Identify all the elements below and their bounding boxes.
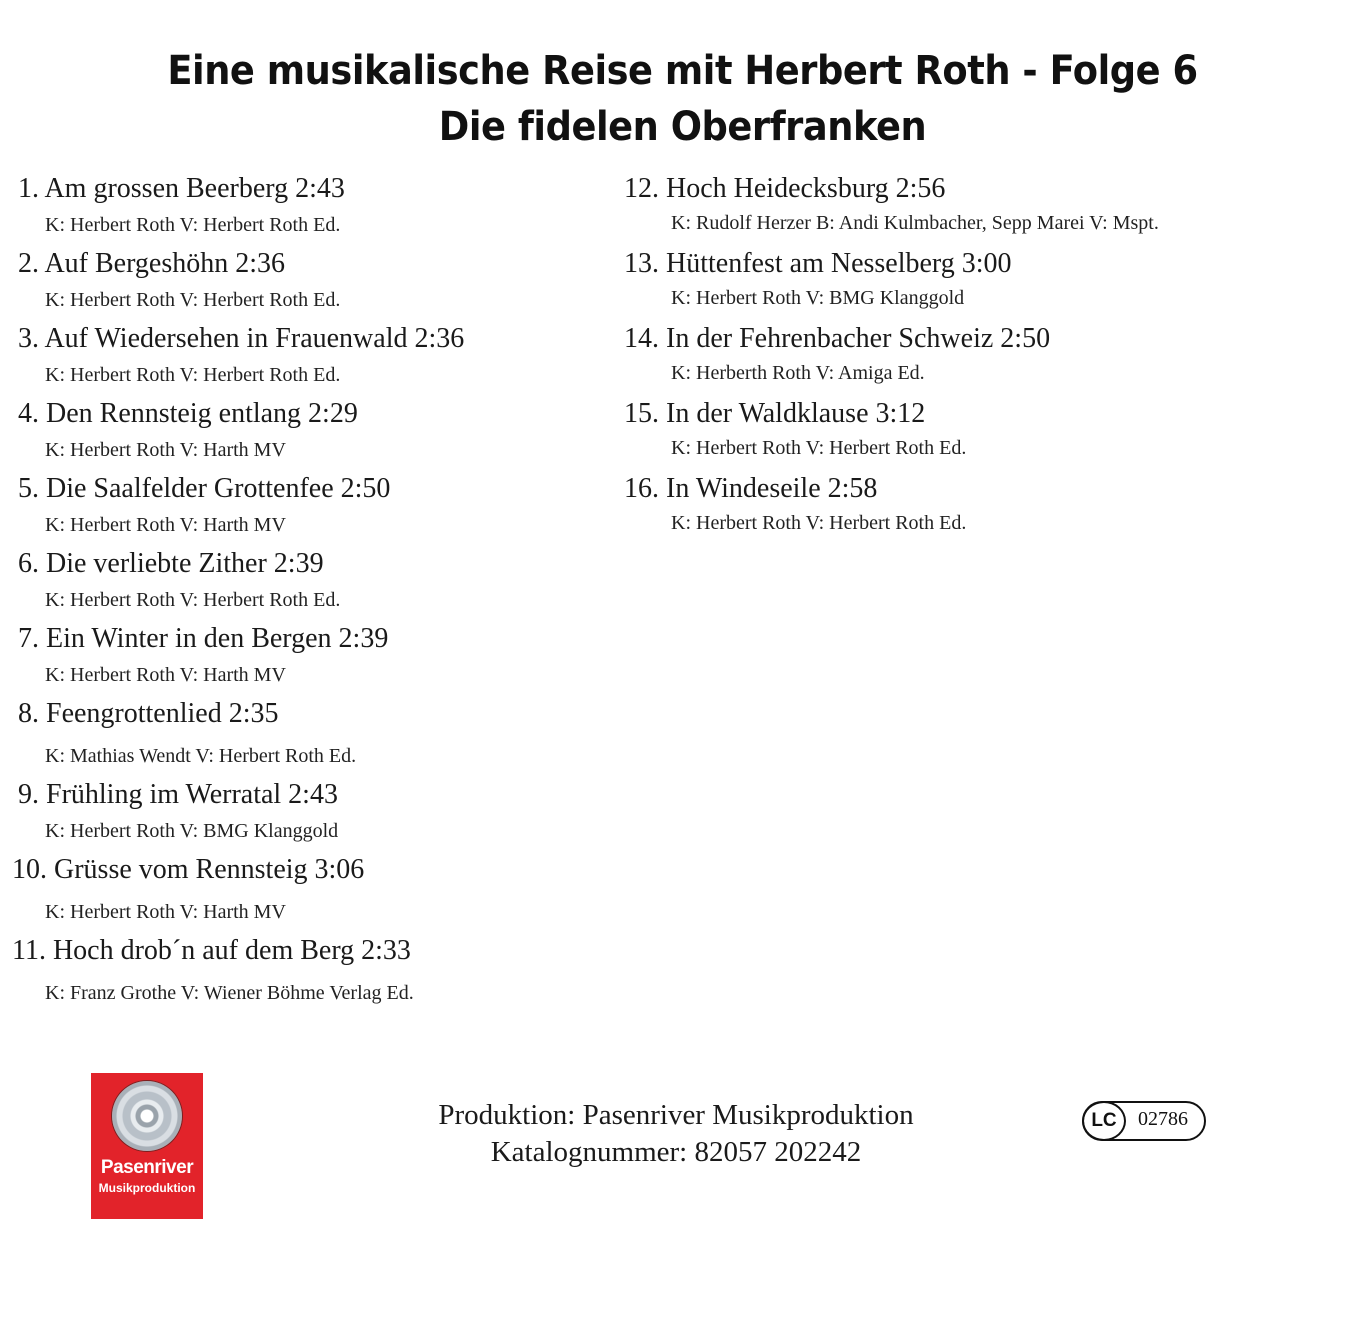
track-title: 3. Auf Wiedersehen in Frauenwald 2:36 [18, 323, 465, 354]
track-title: 5. Die Saalfelder Grottenfee 2:50 [18, 473, 391, 504]
track-credit: K: Herbert Roth V: Harth MV [45, 664, 286, 686]
track-title: 15. In der Waldklause 3:12 [624, 398, 926, 429]
track-credit: K: Herberth Roth V: Amiga Ed. [671, 362, 925, 384]
track-title: 7. Ein Winter in den Bergen 2:39 [18, 623, 389, 654]
logo-name: Pasenriver [100, 1157, 194, 1178]
track-item [0, 622, 620, 688]
track-credit: K: Herbert Roth V: Harth MV [45, 439, 286, 461]
label-code: 02786 [1138, 1108, 1188, 1130]
tracklist-right [622, 172, 1342, 547]
lc-icon: LC [1082, 1101, 1126, 1141]
track-item [622, 172, 1342, 236]
track-item [0, 853, 620, 925]
track-item [622, 247, 1342, 311]
catalog-number: Katalognummer: 82057 202242 [490, 1136, 862, 1168]
track-credit: K: Herbert Roth V: Herbert Roth Ed. [45, 364, 341, 386]
track-title: 11. Hoch drob´n auf dem Berg 2:33 [12, 935, 411, 966]
track-title: 12. Hoch Heidecksburg 2:56 [624, 173, 946, 204]
track-credit: K: Herbert Roth V: BMG Klanggold [45, 820, 339, 842]
track-credit: K: Mathias Wendt V: Herbert Roth Ed. [45, 745, 357, 767]
track-credit: K: Herbert Roth V: Herbert Roth Ed. [45, 589, 341, 611]
track-credit: K: Herbert Roth V: Herbert Roth Ed. [671, 512, 967, 534]
track-title: 4. Den Rennsteig entlang 2:29 [18, 398, 358, 429]
track-item [0, 397, 620, 463]
production-credit: Produktion: Pasenriver Musikproduktion [438, 1099, 914, 1131]
label-code-badge [1082, 1101, 1206, 1141]
track-title: 1. Am grossen Beerberg 2:43 [18, 173, 345, 204]
track-title: 10. Grüsse vom Rennsteig 3:06 [12, 854, 365, 885]
track-credit: K: Herbert Roth V: BMG Klanggold [671, 287, 965, 309]
track-item [622, 397, 1342, 461]
track-title: 8. Feengrottenlied 2:35 [18, 698, 279, 729]
album-title: Eine musikalische Reise mit Herbert Roth - Folge 6 [167, 48, 1198, 94]
track-item [0, 934, 620, 1006]
track-item [622, 472, 1342, 536]
track-item [0, 172, 620, 238]
track-credit: K: Franz Grothe V: Wiener Böhme Verlag Ed. [45, 982, 414, 1004]
track-item [0, 472, 620, 538]
track-title: 9. Frühling im Werratal 2:43 [18, 779, 338, 810]
track-item [0, 547, 620, 613]
track-credit: K: Rudolf Herzer B: Andi Kulmbacher, Sepp Marei V: Mspt. [671, 212, 1159, 234]
track-title: 13. Hüttenfest am Nesselberg 3:00 [624, 248, 1012, 279]
track-title: 2. Auf Bergeshöhn 2:36 [18, 248, 286, 279]
track-item [0, 247, 620, 313]
track-title: 6. Die verliebte Zither 2:39 [18, 548, 324, 579]
track-credit: K: Herbert Roth V: Harth MV [45, 514, 286, 536]
track-item [622, 322, 1342, 386]
track-item [0, 322, 620, 388]
track-credit: K: Herbert Roth V: Herbert Roth Ed. [45, 214, 341, 236]
tracklist-left [0, 172, 620, 1015]
track-credit: K: Herbert Roth V: Harth MV [45, 901, 286, 923]
track-title: 14. In der Fehrenbacher Schweiz 2:50 [624, 323, 1051, 354]
track-title: 16. In Windeseile 2:58 [624, 473, 878, 504]
track-item [0, 697, 620, 769]
album-subtitle: Die fidelen Oberfranken [438, 104, 927, 150]
track-item [0, 778, 620, 844]
track-credit: K: Herbert Roth V: Herbert Roth Ed. [45, 289, 341, 311]
logo-subtitle: Musikproduktion [98, 1181, 196, 1195]
track-credit: K: Herbert Roth V: Herbert Roth Ed. [671, 437, 967, 459]
